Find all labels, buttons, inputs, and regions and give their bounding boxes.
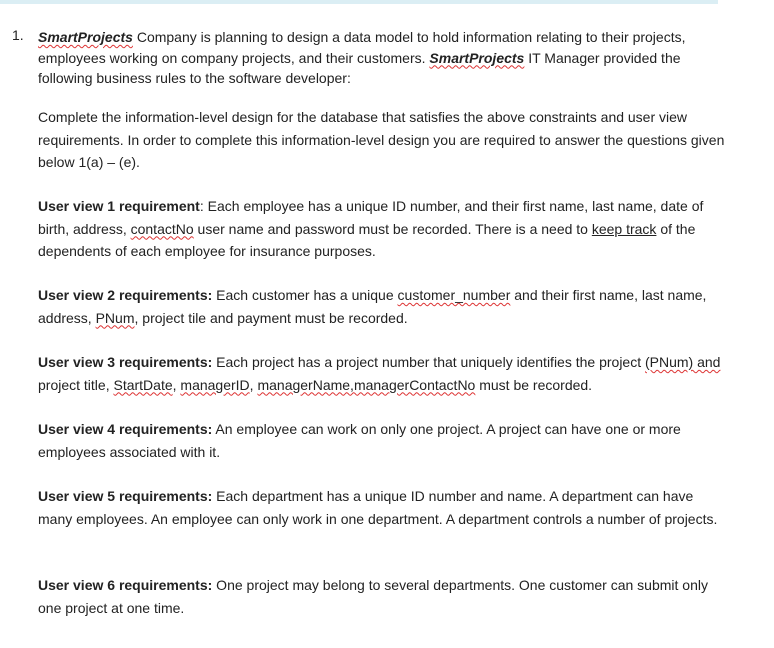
uv4-text: An employee can work on only one project. A project can have one or more employees associated with it. xyxy=(38,421,681,460)
uv3-startdate: StartDate xyxy=(113,376,173,393)
uv3-text-3: , xyxy=(172,376,181,393)
user-view-6 xyxy=(38,574,728,619)
intro-paragraph xyxy=(38,27,728,89)
uv1-link[interactable]: keep track xyxy=(591,220,657,237)
uv3-text-5: must be recorded. xyxy=(475,376,593,393)
uv1-label: User view 1 requirement xyxy=(38,198,200,214)
uv3-text-4: , xyxy=(249,376,258,393)
company-name-2: SmartProjects xyxy=(429,49,525,66)
uv5-label: User view 5 requirements: xyxy=(38,488,213,504)
uv2-pnum: PNum xyxy=(95,309,135,326)
instructions-paragraph: Complete the information-level design for the database that satisfies the above constraints and user view requirements. In order to complete this information-level design you are required to answer the questions given below 1(a) – (e). xyxy=(38,109,725,170)
uv2-text-1: Each customer has a unique xyxy=(212,287,398,303)
uv3-label: User view 3 requirements: xyxy=(38,354,213,370)
user-view-5 xyxy=(38,485,728,530)
uv2-text-3: , project tile and payment must be recorded. xyxy=(134,309,408,326)
uv6-label: User view 6 requirements: xyxy=(38,577,213,593)
uv3-text-1: Each project has a project number that uniquely identifies the project xyxy=(212,354,645,370)
uv2-text-2: and their first name, last name, address, xyxy=(38,287,707,326)
uv3-managerid: managerID xyxy=(180,376,250,393)
uv1-text-1: Each employee has a unique ID number, and their first name, last name, date of birth, address, xyxy=(38,198,704,237)
intro-text-1: Company is planning to design a data model to hold information relating to their projects, employees working on company projects, and their customers. xyxy=(38,29,686,66)
uv5-text: Each department has a unique ID number and name. A department can have many employees. An employee can only work in one department. A department controls a number of projects. xyxy=(38,488,718,527)
user-view-1 xyxy=(38,195,728,263)
uv1-text-2: user name and password must be recorded. There is a need to xyxy=(193,220,592,237)
intro-text-2: IT Manager provided the following business rules to the software developer: xyxy=(38,49,681,86)
company-name: SmartProjects xyxy=(38,29,133,45)
uv6-text: One project may belong to several departments. One customer can submit only one project at one time. xyxy=(38,577,708,616)
uv3-text-2: project title, xyxy=(38,376,114,393)
uv2-customer-number: customer_number xyxy=(397,287,511,303)
uv1-contactno: contactNo xyxy=(130,220,194,237)
uv2-label: User view 2 requirements: xyxy=(38,287,213,303)
item-number: 1. xyxy=(12,27,24,43)
uv3-manager-fields: managerName,managerContactNo xyxy=(257,376,476,393)
uv4-label: User view 4 requirements: xyxy=(38,421,213,437)
user-view-3 xyxy=(38,351,728,396)
uv1-colon: : xyxy=(199,198,204,214)
uv3-pnum: (PNum) and xyxy=(645,354,721,370)
uv1-text-3: of the dependents of each employee for insurance purposes. xyxy=(38,220,696,259)
user-view-2 xyxy=(38,284,728,329)
user-view-4 xyxy=(38,418,728,463)
